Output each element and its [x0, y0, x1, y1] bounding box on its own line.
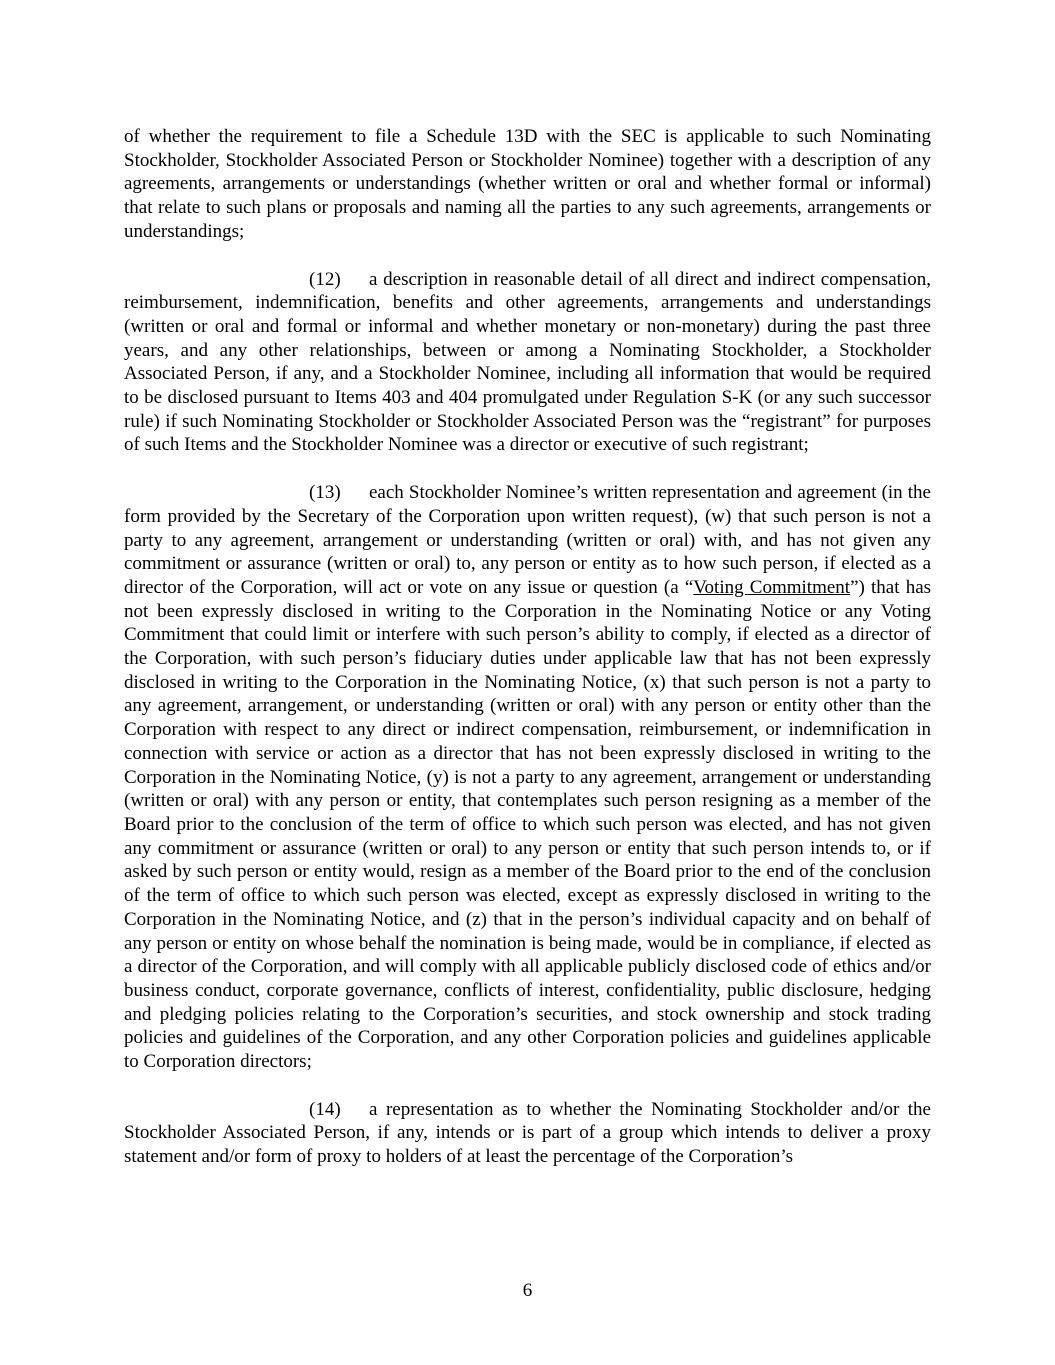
- paragraph-continuation: [124, 125, 931, 244]
- paragraph-text: each Stockholder Nominee’s written representation and agreement (in the form provided by the Secretary of the Corporation upon written request), (w) that such person is not a party to any agreement, arrangement or understanding (written or oral) with, and has not given any commitment or assurance (written or oral) to, any person or entity as to how such person, if elected as a director of the Corporation, will act or vote on any issue or question (a “: [124, 482, 931, 598]
- paragraph-text: of whether the requirement to file a Schedule 13D with the SEC is applicable to such Nominating Stockholder, Stockholder Associated Person or Stockholder Nominee) together with a description of any agreements, arrangements or understandings (whether written or oral and whether formal or informal) that relate to such plans or proposals and naming all the parties to any such agreements, arrangements or understandings;: [124, 126, 931, 242]
- item-number: (14): [309, 1098, 341, 1120]
- paragraph-item-12: [124, 268, 931, 458]
- document-body: [124, 125, 931, 1169]
- paragraph-text: a description in reasonable detail of all direct and indirect compensation, reimbursement, indemnification, benefits and other agreements, arrangements and understandings (written or oral and formal or informal and whether monetary or non-monetary) during the past three years, and any other relationships, between or among a Nominating Stockholder, a Stockholder Associated Person, if any, and a Stockholder Nominee, including all information that would be required to be disclosed pursuant to Items 403 and 404 promulgated under Regulation S-K (or any such successor rule) if such Nominating Stockholder or Stockholder Associated Person was the “registrant” for purposes of such Items and the Stockholder Nominee was a director or executive of such registrant;: [124, 268, 931, 456]
- item-number: (13): [309, 482, 341, 504]
- paragraph-item-14: [124, 1098, 931, 1169]
- page-number: 6: [522, 1280, 533, 1301]
- paragraph-item-13: [124, 481, 931, 1074]
- defined-term: Voting Commitment: [693, 576, 851, 598]
- paragraph-text-continued: ”) that has not been expressly disclosed in writing to the Corporation in the Nominating Notice or any Voting Commitment that could limit or interfere with such person’s ability to comply, if elected as a director of the Corporation, with such person’s fiduciary duties under applicable law that has not been expressly disclosed in writing to the Corporation in the Nominating Notice, (x) that such person is not a party to any agreement, arrangement, or understanding (written or oral) with any person or entity other than the Corporation with respect to any direct or indirect compensation, reimbursement, or indemnification in connection with service or action as a director that has not been expressly disclosed in writing to the Corporation in the Nominating Notice, (y) is not a party to any agreement, arrangement or understanding (written or oral) with any person or entity, that contemplates such person resigning as a member of the Board prior to the conclusion of the term of office to which such person was elected, and has not given any commitment or assurance (written or oral) to any person or entity that such person intends to, or if asked by such person or entity would, resign as a member of the Board prior to the end of the conclusion of the term of office to which such person was elected, except as expressly disclosed in writing to the Corporation in the Nominating Notice, and (z) that in the person’s individual capacity and on behalf of any person or entity on whose behalf the nomination is being made, would be in compliance, if elected as a director of the Corporation, and will comply with all applicable publicly disclosed code of ethics and/or business conduct, corporate governance, conflicts of interest, confidentiality, public disclosure, hedging and pledging policies relating to the Corporation’s securities, and stock ownership and stock trading policies and guidelines of the Corporation, and any other Corporation policies and guidelines applicable to Corporation directors;: [124, 576, 932, 1073]
- item-number: (12): [309, 268, 341, 290]
- paragraph-text: a representation as to whether the Nominating Stockholder and/or the Stockholder Associated Person, if any, intends or is part of a group which intends to deliver a proxy statement and/or form of proxy to holders of at least the percentage of the Corporation’s: [124, 1098, 931, 1168]
